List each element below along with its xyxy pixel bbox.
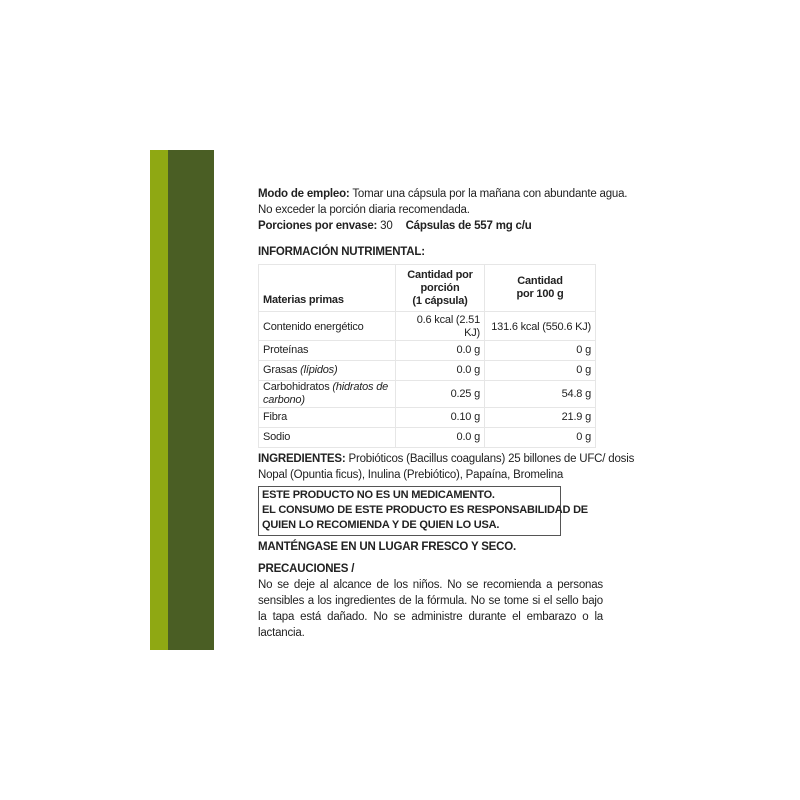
precautions-title: PRECAUCIONES / xyxy=(258,563,355,575)
warning-line-1: ESTE PRODUCTO NO ES UN MEDICAMENTO. xyxy=(262,489,495,501)
header-per-serving-line1: Cantidad por porción xyxy=(407,268,473,294)
header-per-100g xyxy=(485,265,596,312)
precautions-text: No se deje al alcance de los niños. No se recomienda a personas sensibles a los ingredientes de la fórmula. No se tome si el sello bajo la tapa está dañado. No se administre durante el embarazo o la lactancia. xyxy=(258,579,603,639)
nutrition-header-row xyxy=(259,265,596,312)
nutrient-serving: 0.10 g xyxy=(396,408,485,428)
nutrient-serving: 0.0 g xyxy=(396,428,485,448)
nutrient-name: Sodio xyxy=(259,428,396,448)
medication-warning-box xyxy=(258,486,588,536)
table-row xyxy=(259,408,596,428)
storage-instruction: MANTÉNGASE EN UN LUGAR FRESCO Y SECO. xyxy=(258,541,516,553)
nutrient-name: Fibra xyxy=(259,408,396,428)
product-label xyxy=(258,186,635,641)
nutrient-serving: 0.0 g xyxy=(396,361,485,381)
ingredients-text-1: Probióticos (Bacillus coagulans) 25 billones de UFC/ dosis xyxy=(348,453,635,465)
header-per-100g-line1: Cantidad xyxy=(517,275,563,287)
nutrient-per100: 0 g xyxy=(485,361,596,381)
nutrition-table xyxy=(258,264,596,448)
nutrient-name: Contenido energético xyxy=(259,312,396,341)
nutrient-per100: 0 g xyxy=(485,428,596,448)
warning-line-3: QUIEN LO RECOMIENDA Y DE QUIEN LO USA. xyxy=(262,519,500,531)
usage-label: Modo de empleo: xyxy=(258,188,350,200)
servings-value: 30 xyxy=(380,220,393,232)
ingredients xyxy=(258,451,635,483)
ingredients-line-2: Nopal (Opuntia ficus), Inulina (Prebiótico), Papaína, Bromelina xyxy=(258,469,564,481)
nutrient-serving: 0.0 g xyxy=(396,341,485,361)
table-row xyxy=(259,428,596,448)
accent-stripe-dark xyxy=(168,150,214,650)
table-row xyxy=(259,361,596,381)
header-per-serving-line2: (1 cápsula) xyxy=(412,294,468,307)
header-raw-materials: Materias primas xyxy=(259,265,396,312)
nutrient-per100: 21.9 g xyxy=(485,408,596,428)
nutrient-serving: 0.6 kcal (2.51 KJ) xyxy=(396,312,485,341)
nutrient-name: Grasas (lípidos) xyxy=(259,361,396,381)
usage-line-2: No exceder la porción diaria recomendada. xyxy=(258,204,470,216)
nutrient-per100: 0 g xyxy=(485,341,596,361)
warning-line-2: EL CONSUMO DE ESTE PRODUCTO ES RESPONSABILIDAD DE xyxy=(262,504,588,516)
header-per-serving xyxy=(396,265,485,312)
nutrition-title: INFORMACIÓN NUTRIMENTAL: xyxy=(258,246,425,258)
nutrient-name: Carbohidratos (hidratos de carbono) xyxy=(259,381,396,408)
usage-line-1 xyxy=(258,186,628,202)
table-row xyxy=(259,312,596,341)
nutrient-name: Proteínas xyxy=(259,341,396,361)
servings-label: Porciones por envase: xyxy=(258,220,378,232)
nutrient-per100: 131.6 kcal (550.6 KJ) xyxy=(485,312,596,341)
nutrient-per100: 54.8 g xyxy=(485,381,596,408)
header-per-100g-line2: por 100 g xyxy=(516,288,564,300)
accent-stripe-light xyxy=(150,150,168,650)
table-row xyxy=(259,341,596,361)
table-row xyxy=(259,381,596,408)
ingredients-line-1 xyxy=(258,451,635,467)
usage-text: Tomar una cápsula por la mañana con abundante agua. xyxy=(352,188,628,200)
capsules-info: Cápsulas de 557 mg c/u xyxy=(405,220,532,232)
nutrient-serving: 0.25 g xyxy=(396,381,485,408)
ingredients-label: INGREDIENTES: xyxy=(258,453,346,465)
servings-line xyxy=(258,218,603,234)
